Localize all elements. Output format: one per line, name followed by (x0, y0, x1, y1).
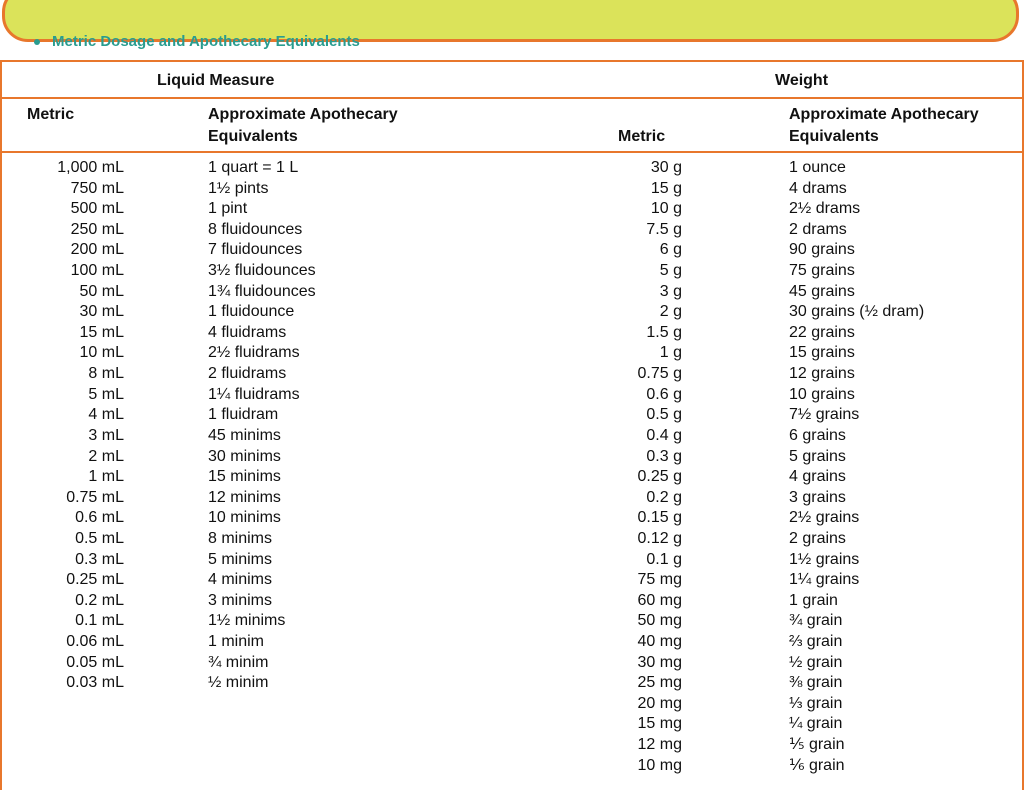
weight-apothecary-cell: 12 grains (789, 365, 855, 383)
weight-metric-cell: 0.75 g (637, 365, 682, 383)
liquid-metric-cell: 750 mL (70, 179, 124, 197)
weight-metric-cell: 0.1 g (646, 550, 682, 568)
weight-apothecary-cell: 22 grains (789, 323, 855, 341)
liquid-metric-cell: 3 mL (88, 426, 124, 444)
weight-apothecary-column (789, 158, 1009, 776)
liquid-metric-cell: 0.03 mL (66, 674, 124, 692)
liquid-apothecary-header-line1: Approximate Apothecary (208, 106, 398, 123)
weight-apothecary-cell: 4 grains (789, 468, 846, 486)
liquid-metric-cell: 10 mL (79, 344, 124, 362)
weight-metric-cell: 40 mg (637, 633, 682, 651)
weight-metric-cell: 15 mg (637, 715, 682, 733)
liquid-apothecary-cell: ¾ minim (208, 653, 269, 671)
liquid-metric-cell: 4 mL (88, 406, 124, 424)
liquid-apothecary-cell: 3½ fluidounces (208, 262, 316, 280)
liquid-metric-cell: 0.2 mL (75, 591, 124, 609)
weight-apothecary-cell: 3 grains (789, 488, 846, 506)
weight-apothecary-header-line2: Equivalents (789, 128, 879, 145)
liquid-apothecary-cell: ½ minim (208, 674, 269, 692)
liquid-apothecary-cell: 12 minims (208, 488, 281, 506)
weight-apothecary-cell: 2 drams (789, 220, 847, 238)
liquid-metric-cell: 200 mL (70, 241, 124, 259)
weight-apothecary-cell: 75 grains (789, 262, 855, 280)
liquid-metric-cell: 8 mL (88, 365, 124, 383)
page-title (34, 33, 360, 50)
weight-metric-cell: 12 mg (637, 736, 682, 754)
weight-apothecary-cell: 15 grains (789, 344, 855, 362)
weight-apothecary-cell: ⅕ grain (789, 736, 845, 754)
weight-apothecary-cell: 2½ drams (789, 200, 861, 218)
weight-apothecary-cell: 4 drams (789, 179, 847, 197)
weight-metric-cell: 50 mg (637, 612, 682, 630)
weight-apothecary-cell: 1 ounce (789, 159, 846, 176)
weight-metric-cell: 0.3 g (646, 447, 682, 465)
weight-metric-cell: 0.25 g (637, 468, 682, 486)
weight-apothecary-cell: 6 grains (789, 426, 846, 444)
liquid-metric-cell: 2 mL (88, 447, 124, 465)
weight-apothecary-cell: 2½ grains (789, 509, 860, 527)
weight-apothecary-cell: ⅜ grain (789, 674, 843, 692)
weight-metric-cell: 20 mg (637, 694, 682, 712)
liquid-metric-cell: 0.3 mL (75, 550, 124, 568)
weight-metric-cell: 3 g (659, 282, 682, 300)
weight-apothecary-cell: 1 grain (789, 591, 838, 609)
liquid-apothecary-cell: 4 fluidrams (208, 323, 287, 341)
liquid-apothecary-cell: 8 minims (208, 529, 273, 547)
weight-apothecary-cell: ⅙ grain (789, 756, 845, 774)
liquid-apothecary-cell: 1½ pints (208, 179, 269, 197)
weight-apothecary-cell: 90 grains (789, 241, 855, 259)
liquid-metric-cell: 500 mL (70, 200, 124, 218)
liquid-metric-cell: 250 mL (70, 220, 124, 238)
liquid-apothecary-cell: 7 fluidounces (208, 241, 303, 259)
liquid-metric-cell: 50 mL (79, 282, 124, 300)
liquid-apothecary-cell: 15 minims (208, 468, 281, 486)
page-title-text: Metric Dosage and Apothecary Equivalents (52, 33, 360, 50)
weight-apothecary-cell: ½ grain (789, 653, 843, 671)
weight-apothecary-cell: 10 grains (789, 385, 855, 403)
liquid-apothecary-cell: 2½ fluidrams (208, 344, 300, 362)
liquid-metric-cell: 15 mL (79, 323, 124, 341)
weight-metric-cell: 2 g (659, 303, 682, 321)
liquid-apothecary-header (208, 104, 398, 148)
weight-apothecary-cell: ⅓ grain (789, 694, 843, 712)
weight-metric-cell: 15 g (650, 179, 682, 197)
liquid-metric-cell: 0.75 mL (66, 488, 124, 506)
liquid-metric-cell: 1 mL (88, 468, 124, 486)
weight-apothecary-cell: 1½ grains (789, 550, 860, 568)
weight-heading: Weight (775, 72, 829, 89)
weight-apothecary-cell: 45 grains (789, 282, 855, 300)
weight-metric-cell: 0.2 g (646, 488, 682, 506)
weight-apothecary-cell: 5 grains (789, 447, 846, 465)
weight-metric-cell: 0.12 g (637, 529, 682, 547)
weight-apothecary-cell: 2 grains (789, 529, 846, 547)
weight-metric-cell: 1.5 g (646, 323, 682, 341)
liquid-apothecary-cell: 1 minim (208, 633, 265, 651)
liquid-apothecary-cell: 2 fluidrams (208, 365, 287, 383)
liquid-metric-cell: 0.25 mL (66, 571, 124, 589)
weight-apothecary-header-line1: Approximate Apothecary (789, 106, 979, 123)
liquid-apothecary-cell: 1 fluidram (208, 406, 279, 424)
liquid-metric-header: Metric (27, 106, 75, 123)
weight-metric-header: Metric (618, 128, 666, 145)
liquid-apothecary-column (208, 158, 468, 694)
weight-metric-cell: 0.5 g (646, 406, 682, 424)
weight-metric-cell: 0.15 g (637, 509, 682, 527)
liquid-metric-cell: 1,000 mL (57, 159, 124, 176)
weight-metric-cell: 75 mg (637, 571, 682, 589)
header-divider (0, 97, 1024, 99)
weight-metric-cell: 0.6 g (646, 385, 682, 403)
weight-metric-cell: 10 mg (637, 756, 682, 774)
liquid-apothecary-cell: 1 quart = 1 L (208, 159, 299, 176)
liquid-metric-column (20, 158, 124, 694)
weight-metric-cell: 5 g (659, 262, 682, 280)
weight-apothecary-cell: 1¼ grains (789, 571, 860, 589)
weight-metric-cell: 10 g (650, 200, 682, 218)
liquid-metric-cell: 100 mL (70, 262, 124, 280)
weight-metric-cell: 60 mg (637, 591, 682, 609)
liquid-apothecary-cell: 45 minims (208, 426, 281, 444)
liquid-apothecary-cell: 30 minims (208, 447, 281, 465)
weight-metric-cell: 1 g (659, 344, 682, 362)
liquid-metric-cell: 5 mL (88, 385, 124, 403)
liquid-apothecary-cell: 8 fluidounces (208, 220, 303, 238)
weight-apothecary-header (789, 104, 979, 148)
liquid-apothecary-cell: 4 minims (208, 571, 273, 589)
weight-metric-cell: 30 mg (637, 653, 682, 671)
liquid-metric-cell: 0.6 mL (75, 509, 124, 527)
liquid-metric-cell: 0.5 mL (75, 529, 124, 547)
weight-metric-cell: 25 mg (637, 674, 682, 692)
liquid-apothecary-cell: 1½ minims (208, 612, 286, 630)
liquid-metric-cell: 0.05 mL (66, 653, 124, 671)
weight-apothecary-cell: ¾ grain (789, 612, 843, 630)
liquid-apothecary-cell: 5 minims (208, 550, 273, 568)
body-divider (0, 151, 1024, 153)
bullet-icon (34, 39, 40, 45)
liquid-apothecary-header-line2: Equivalents (208, 128, 298, 145)
liquid-apothecary-cell: 3 minims (208, 591, 273, 609)
liquid-apothecary-cell: 1¾ fluidounces (208, 282, 316, 300)
weight-metric-cell: 6 g (659, 241, 682, 259)
weight-apothecary-cell: 30 grains (½ dram) (789, 303, 925, 321)
weight-metric-cell: 0.4 g (646, 426, 682, 444)
weight-metric-cell: 7.5 g (646, 220, 682, 238)
weight-apothecary-cell: ⅔ grain (789, 633, 843, 651)
liquid-apothecary-cell: 1¼ fluidrams (208, 385, 300, 403)
liquid-measure-heading: Liquid Measure (157, 72, 275, 89)
weight-apothecary-cell: ¼ grain (789, 715, 843, 733)
liquid-apothecary-cell: 1 fluidounce (208, 303, 295, 321)
liquid-metric-cell: 30 mL (79, 303, 124, 321)
liquid-metric-cell: 0.06 mL (66, 633, 124, 651)
liquid-apothecary-cell: 1 pint (208, 200, 248, 218)
weight-apothecary-cell: 7½ grains (789, 406, 860, 424)
weight-metric-column (600, 158, 682, 776)
liquid-metric-cell: 0.1 mL (75, 612, 124, 630)
weight-metric-cell: 30 g (650, 159, 682, 176)
liquid-apothecary-cell: 10 minims (208, 509, 281, 527)
